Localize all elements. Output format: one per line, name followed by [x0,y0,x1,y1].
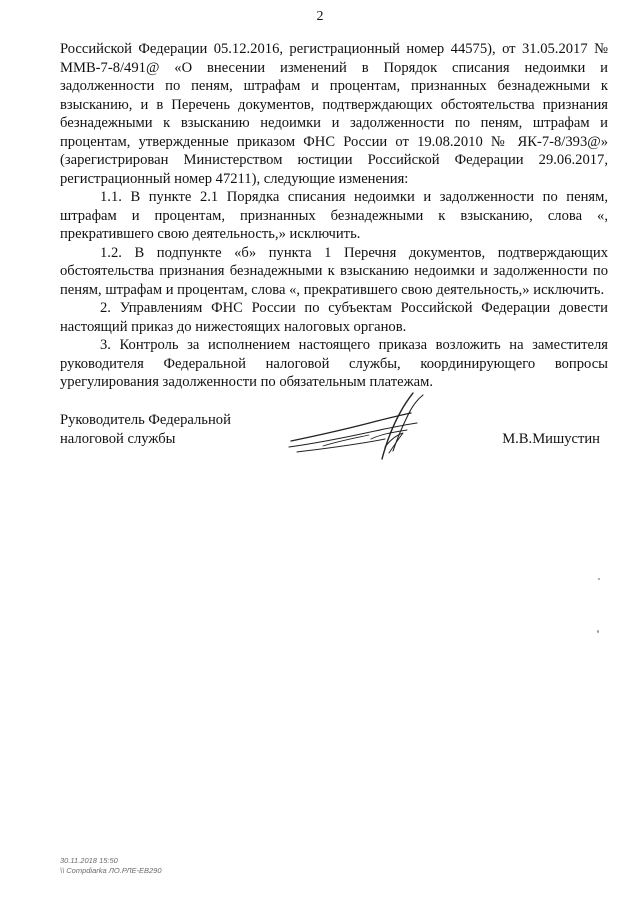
signature-block [60,411,608,471]
handwritten-signature [285,389,435,464]
paragraph-2: 2. Управлениям ФНС России по субъектам Российской Федерации довести настоящий приказ до нижестоящих налоговых органов. [60,300,608,335]
file-reference: \\ Compdiarka ЛО.РЛЕ-ЕВ290 [60,866,162,875]
signer-title-line-1: Руководитель Федеральной [60,412,231,428]
scan-speck [597,630,599,633]
footer-stamp [60,856,162,876]
scan-speck [598,578,600,580]
paragraph-intro: Российской Федерации 05.12.2016, регистрационный номер 44575), от 31.05.2017 № ММВ-7-8/491@ «О внесении изменений в Порядок списания недоимки и задолженности по пеням, штрафам и процентам, признанных безнадежными к взысканию, и в Перечень документов, подтверждающих обстоятельства признания безнадежными к взысканию недоимки и задолженности по пеням, штрафам и процентам, утвержденные приказом ФНС России от 19.08.2010 № ЯК-7-8/393@» (зарегистрирован Министерством юстиции Российской Федерации 29.06.2017, регистрационный номер 47211), следующие изменения: [60,41,608,187]
document-body [60,40,608,392]
paragraph-1-2: 1.2. В подпункте «б» пункта 1 Перечня документов, подтверждающих обстоятельства признания безнадежными к взысканию недоимки и задолженности по пеням, штрафам и процентам, слова «, прекратившего свою деятельность,» исключить. [60,244,608,298]
signer-title [60,411,231,449]
signer-title-line-2: налоговой службы [60,431,176,447]
signer-name: М.В.Мишустин [502,431,600,447]
paragraph-3: 3. Контроль за исполнением настоящего приказа возложить на заместителя руководителя Федеральной налоговой службы, координирующего вопросы урегулирования задолженности по обязательным платежам. [60,337,608,390]
print-datetime: 30.11.2018 15:50 [60,856,118,865]
page-number: 2 [316,9,324,24]
paragraph-1-1: 1.1. В пункте 2.1 Порядка списания недоимки и задолженности по пеням, штрафам и процентам, признанных безнадежными к взысканию, слова «, прекратившего свою деятельность,» исключить. [60,189,608,242]
